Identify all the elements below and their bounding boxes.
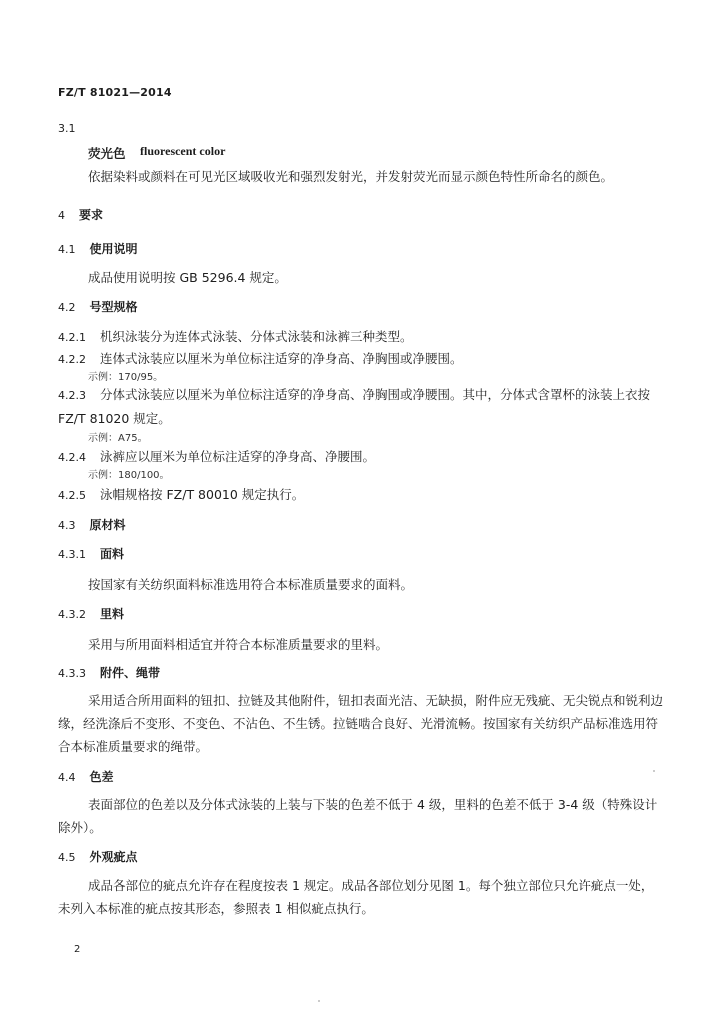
page-number: 2 bbox=[74, 944, 81, 955]
scan-speck bbox=[318, 1000, 320, 1002]
clause-4-2-1 bbox=[58, 327, 413, 345]
clause-4-4-text: 表面部位的色差以及分体式泳装的上装与下装的色差不低于 4 级，里料的色差不低于 3-4 级（特殊设计除外）。 bbox=[58, 797, 658, 835]
clause-4-1-text: 成品使用说明按 GB 5296.4 规定。 bbox=[88, 270, 287, 285]
clause-title: 使用说明 bbox=[89, 242, 138, 256]
clause-number: 4.1 bbox=[58, 243, 76, 256]
clause-title: 面料 bbox=[100, 547, 125, 561]
term-definition: 依据染料或颜料在可见光区域吸收光和强烈发射光，并发射荧光而显示颜色特性所命名的颜色。 bbox=[88, 169, 614, 184]
clause-4-2-heading bbox=[58, 298, 138, 315]
clause-title: 号型规格 bbox=[89, 300, 138, 314]
clause-4-2-5 bbox=[58, 485, 304, 503]
example-4-2-4: 示例：180/100。 bbox=[88, 470, 170, 481]
example-4-2-2: 示例：170/95。 bbox=[88, 372, 164, 383]
clause-text: 机织泳装分为连体式泳装、分体式泳装和泳裤三种类型。 bbox=[100, 329, 413, 344]
clause-4-2-3 bbox=[58, 383, 664, 430]
term-chinese: 荧光色 bbox=[88, 146, 126, 161]
clause-title: 外观疵点 bbox=[89, 850, 138, 864]
clause-number: 4.2.2 bbox=[58, 353, 86, 366]
clause-4-4-heading bbox=[58, 768, 114, 785]
clause-text: 泳帽规格按 FZ/T 80010 规定执行。 bbox=[100, 487, 305, 502]
example-4-2-3: 示例：A75。 bbox=[88, 433, 148, 444]
clause-4-3-heading bbox=[58, 516, 126, 533]
clause-title: 色差 bbox=[89, 770, 114, 784]
clause-number: 4.5 bbox=[58, 851, 76, 864]
clause-text: 连体式泳装应以厘米为单位标注适穿的净身高、净胸围或净腰围。 bbox=[100, 351, 463, 366]
clause-4-2-4 bbox=[58, 447, 375, 465]
clause-4-3-2-text: 采用与所用面料相适宜并符合本标准质量要求的里料。 bbox=[88, 637, 389, 652]
clause-4-3-2-heading bbox=[58, 605, 124, 622]
clause-number: 4.4 bbox=[58, 771, 76, 784]
clause-title: 附件、绳带 bbox=[100, 666, 161, 680]
clause-number: 4.3 bbox=[58, 519, 76, 532]
clause-4-5-text: 成品各部位的疵点允许存在程度按表 1 规定。成品各部位划分见图 1。每个独立部位只允许疵点一处，未列入本标准的疵点按其形态，参照表 1 相似疵点执行。 bbox=[58, 878, 654, 916]
clause-number: 4.2.3 bbox=[58, 389, 86, 402]
clause-number-3-1: 3.1 bbox=[58, 122, 76, 135]
clause-number: 4.3.2 bbox=[58, 608, 86, 621]
clause-4-3-1-heading bbox=[58, 545, 124, 562]
clause-4-5-heading bbox=[58, 848, 138, 865]
clause-number: 4.2.1 bbox=[58, 331, 86, 344]
section-title: 要求 bbox=[79, 208, 104, 222]
clause-title: 里料 bbox=[100, 607, 125, 621]
clause-text: 分体式泳装应以厘米为单位标注适穿的净身高、净胸围或净腰围。其中，分体式含罩杯的泳装上衣按 FZ/T 81020 规定。 bbox=[58, 387, 651, 426]
section-4-heading bbox=[58, 206, 103, 223]
scan-speck bbox=[653, 770, 655, 772]
clause-4-3-1-text: 按国家有关纺织面料标准选用符合本标准质量要求的面料。 bbox=[88, 577, 414, 592]
clause-number: 4.3.3 bbox=[58, 667, 86, 680]
section-number: 4 bbox=[58, 209, 65, 222]
clause-number: 4.2.4 bbox=[58, 451, 86, 464]
document-header: FZ/T 81021—2014 bbox=[58, 86, 172, 99]
clause-4-2-2 bbox=[58, 349, 463, 367]
clause-number: 4.2 bbox=[58, 301, 76, 314]
clause-4-1-heading bbox=[58, 240, 138, 257]
clause-number: 4.3.1 bbox=[58, 548, 86, 561]
clause-title: 原材料 bbox=[89, 518, 126, 532]
term-english: fluorescent color bbox=[140, 144, 226, 158]
clause-text: 泳裤应以厘米为单位标注适穿的净身高、净腰围。 bbox=[100, 449, 376, 464]
clause-number: 4.2.5 bbox=[58, 489, 86, 502]
clause-4-3-3-text: 采用适合所用面料的钮扣、拉链及其他附件，钮扣表面光洁、无缺损，附件应无残疵、无尖锐点和锐利边缘，经洗涤后不变形、不变色、不沾色、不生锈。拉链啮合良好、光滑流畅。按国家有关纺织产品标准选用符合本标准质量要求的绳带。 bbox=[58, 693, 664, 754]
clause-4-3-3-heading bbox=[58, 664, 160, 681]
